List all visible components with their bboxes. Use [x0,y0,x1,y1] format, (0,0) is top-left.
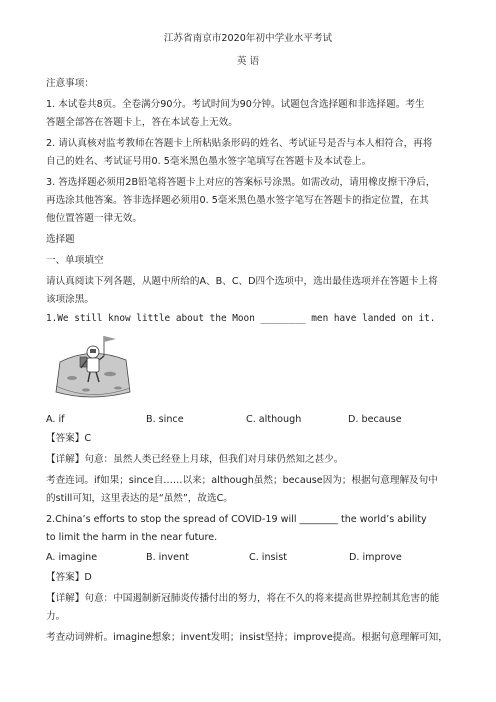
instruction-line-2: 该项涂黑。 [46,294,94,305]
notice-item-3-line-3: 他位置答题一律无效。 [46,213,142,224]
question-2-stem-line-1: 2.China’s efforts to stop the spread of COVID-19 will ________ the world’s ability [46,514,427,525]
section-label: 选择题 [46,234,75,245]
q1-option-a: A. if [46,414,65,425]
q2-option-c: C. insist [249,552,287,563]
notice-item-3-line-1: 3. 答选择题必须用2B铅笔将答题卡上对应的答案标号涂黑。如需改动，请用橡皮擦干净后， [46,177,436,188]
part-heading: 一、单项填空 [46,255,104,266]
subject-title: 英 语 [236,56,260,67]
notice-item-2-line-1: 2. 请认真核对监考教师在答题卡上所粘贴条形码的姓名、考试证号是否与本人相符合，再将 [46,138,433,149]
q2-option-b: B. invent [146,552,189,563]
q2-analysis: 考查动词辨析。imagine想象；invent发明；insist坚持；improve提高。根据句意理解可知， [46,632,448,643]
q1-option-b: B. since [146,414,184,425]
q2-detail-line-1: 【详解】句意：中国遏制新冠肺炎传播付出的努力，将在不久的将来提高世界控制其危害的能 [46,593,440,604]
question-1-stem: 1.We still know little about the Moon ________ men have landed on it. [46,313,436,324]
q1-option-c: C. although [246,414,302,425]
question-2-stem-line-2: to limit the harm in the near future. [46,532,218,543]
q1-analysis-line-1: 考查连词。if如果；since自……以来；although虽然；because因为；根据句意理解及句中 [46,475,438,486]
exam-title: 江苏省南京市2020年初中学业水平考试 [163,33,333,44]
q2-option-d: D. improve [349,552,402,563]
q2-answer: 【答案】D [46,572,92,583]
astronaut-moon-illustration [46,330,136,410]
notice-item-1-line-1: 1. 本试卷共8页。全卷满分90分。考试时间为90分钟。试题包含选择题和非选择题。考生 [46,99,425,110]
notice-item-1-line-2: 答题全部答在答题卡上，答在本试卷上无效。 [46,117,238,128]
instruction-line-1: 请认真阅读下列各题，从题中所给的A、B、C、D四个选项中，选出最佳选项并在答题卡上将 [46,276,438,287]
q1-answer: 【答案】C [46,433,92,444]
notice-item-3-line-2: 再选涂其他答案。答非选择题必须用0. 5毫米黑色墨水签字笔写在答题卡的指定位置，在其 [46,195,429,206]
notice-heading: 注意事项： [46,78,94,89]
notice-item-2-line-2: 自己的姓名、考试证号用0. 5毫米黑色墨水签字笔填写在答题卡及本试卷上。 [46,156,372,167]
q1-option-d: D. because [348,414,402,425]
q1-detail: 【详解】句意：虽然人类已经登上月球，但我们对月球仍然知之甚少。 [46,454,344,465]
q2-detail-line-2: 力。 [46,611,66,622]
q1-analysis-line-2: 的still可知，这里表达的是“虽然”，故选C。 [46,493,233,504]
q2-option-a: A. imagine [46,552,98,563]
